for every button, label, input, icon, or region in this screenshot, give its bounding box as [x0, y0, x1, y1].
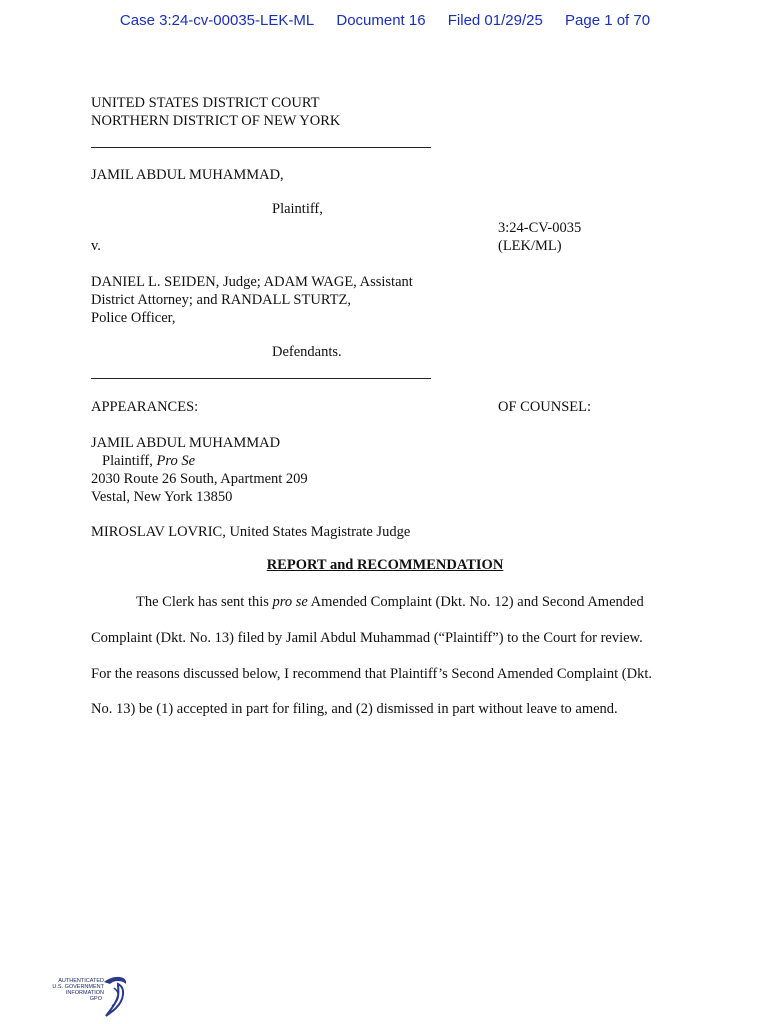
address-line-1: 2030 Route 26 South, Apartment 209 — [91, 471, 308, 487]
plaintiff-name: JAMIL ABDUL MUHAMMAD, — [91, 167, 284, 183]
address-line-2: Vestal, New York 13850 — [91, 489, 233, 505]
body-line-2: Complaint (Dkt. No. 13) filed by Jamil Abdul Muhammad (“Plaintiff”) to the Court for review. — [91, 630, 643, 646]
case-number-line: 3:24-CV-0035 — [498, 220, 582, 236]
seal-text: AUTHENTICATED U.S. GOVERNMENT INFORMATION GPO — [52, 978, 104, 1002]
court-name: UNITED STATES DISTRICT COURT — [91, 95, 320, 111]
defendants-label: Defendants. — [272, 344, 342, 360]
appearance-block — [91, 434, 308, 506]
body-line-3: For the reasons discussed below, I recommend that Plaintiff’s Second Amended Complaint (Dkt. — [91, 666, 652, 682]
document-title: REPORT and RECOMMENDATION — [266, 557, 504, 573]
filed-date: Filed 01/29/25 — [447, 12, 543, 29]
party-name: JAMIL ABDUL MUHAMMAD — [91, 435, 281, 451]
appearances-label: APPEARANCES: — [91, 399, 199, 415]
party-role: Plaintiff, Pro Se — [102, 453, 196, 469]
court-district: NORTHERN DISTRICT OF NEW YORK — [91, 113, 341, 129]
of-counsel-label: OF COUNSEL: — [498, 399, 592, 415]
page-indicator: Page 1 of 70 — [565, 12, 651, 29]
body-line-4: No. 13) be (1) accepted in part for filing, and (2) dismissed in part without leave to amend. — [91, 701, 618, 717]
ecf-header — [0, 12, 770, 29]
versus: v. — [91, 238, 101, 254]
defendants-line-2: District Attorney; and RANDALL STURTZ, — [91, 292, 351, 308]
eagle-icon — [100, 974, 132, 1018]
caption-rule-top — [91, 147, 431, 148]
plaintiff-label: Plaintiff, — [272, 201, 323, 217]
document-number: Document 16 — [336, 12, 426, 29]
body-line-1: The Clerk has sent this pro se Amended Complaint (Dkt. No. 12) and Second Amended — [136, 594, 644, 610]
caption-rule-bottom — [91, 378, 431, 379]
judge-initials-line: (LEK/ML) — [498, 238, 562, 254]
gpo-authentication-seal — [44, 974, 134, 1018]
judge-line: MIROSLAV LOVRIC, United States Magistrate Judge — [91, 524, 411, 540]
court-heading — [91, 94, 340, 130]
case-number-block — [498, 219, 581, 255]
defendants-line-1: DANIEL L. SEIDEN, Judge; ADAM WAGE, Assistant — [91, 274, 413, 290]
defendants-line-3: Police Officer, — [91, 310, 176, 326]
case-number: Case 3:24-cv-00035-LEK-ML — [119, 12, 315, 29]
defendants-names — [91, 273, 413, 327]
